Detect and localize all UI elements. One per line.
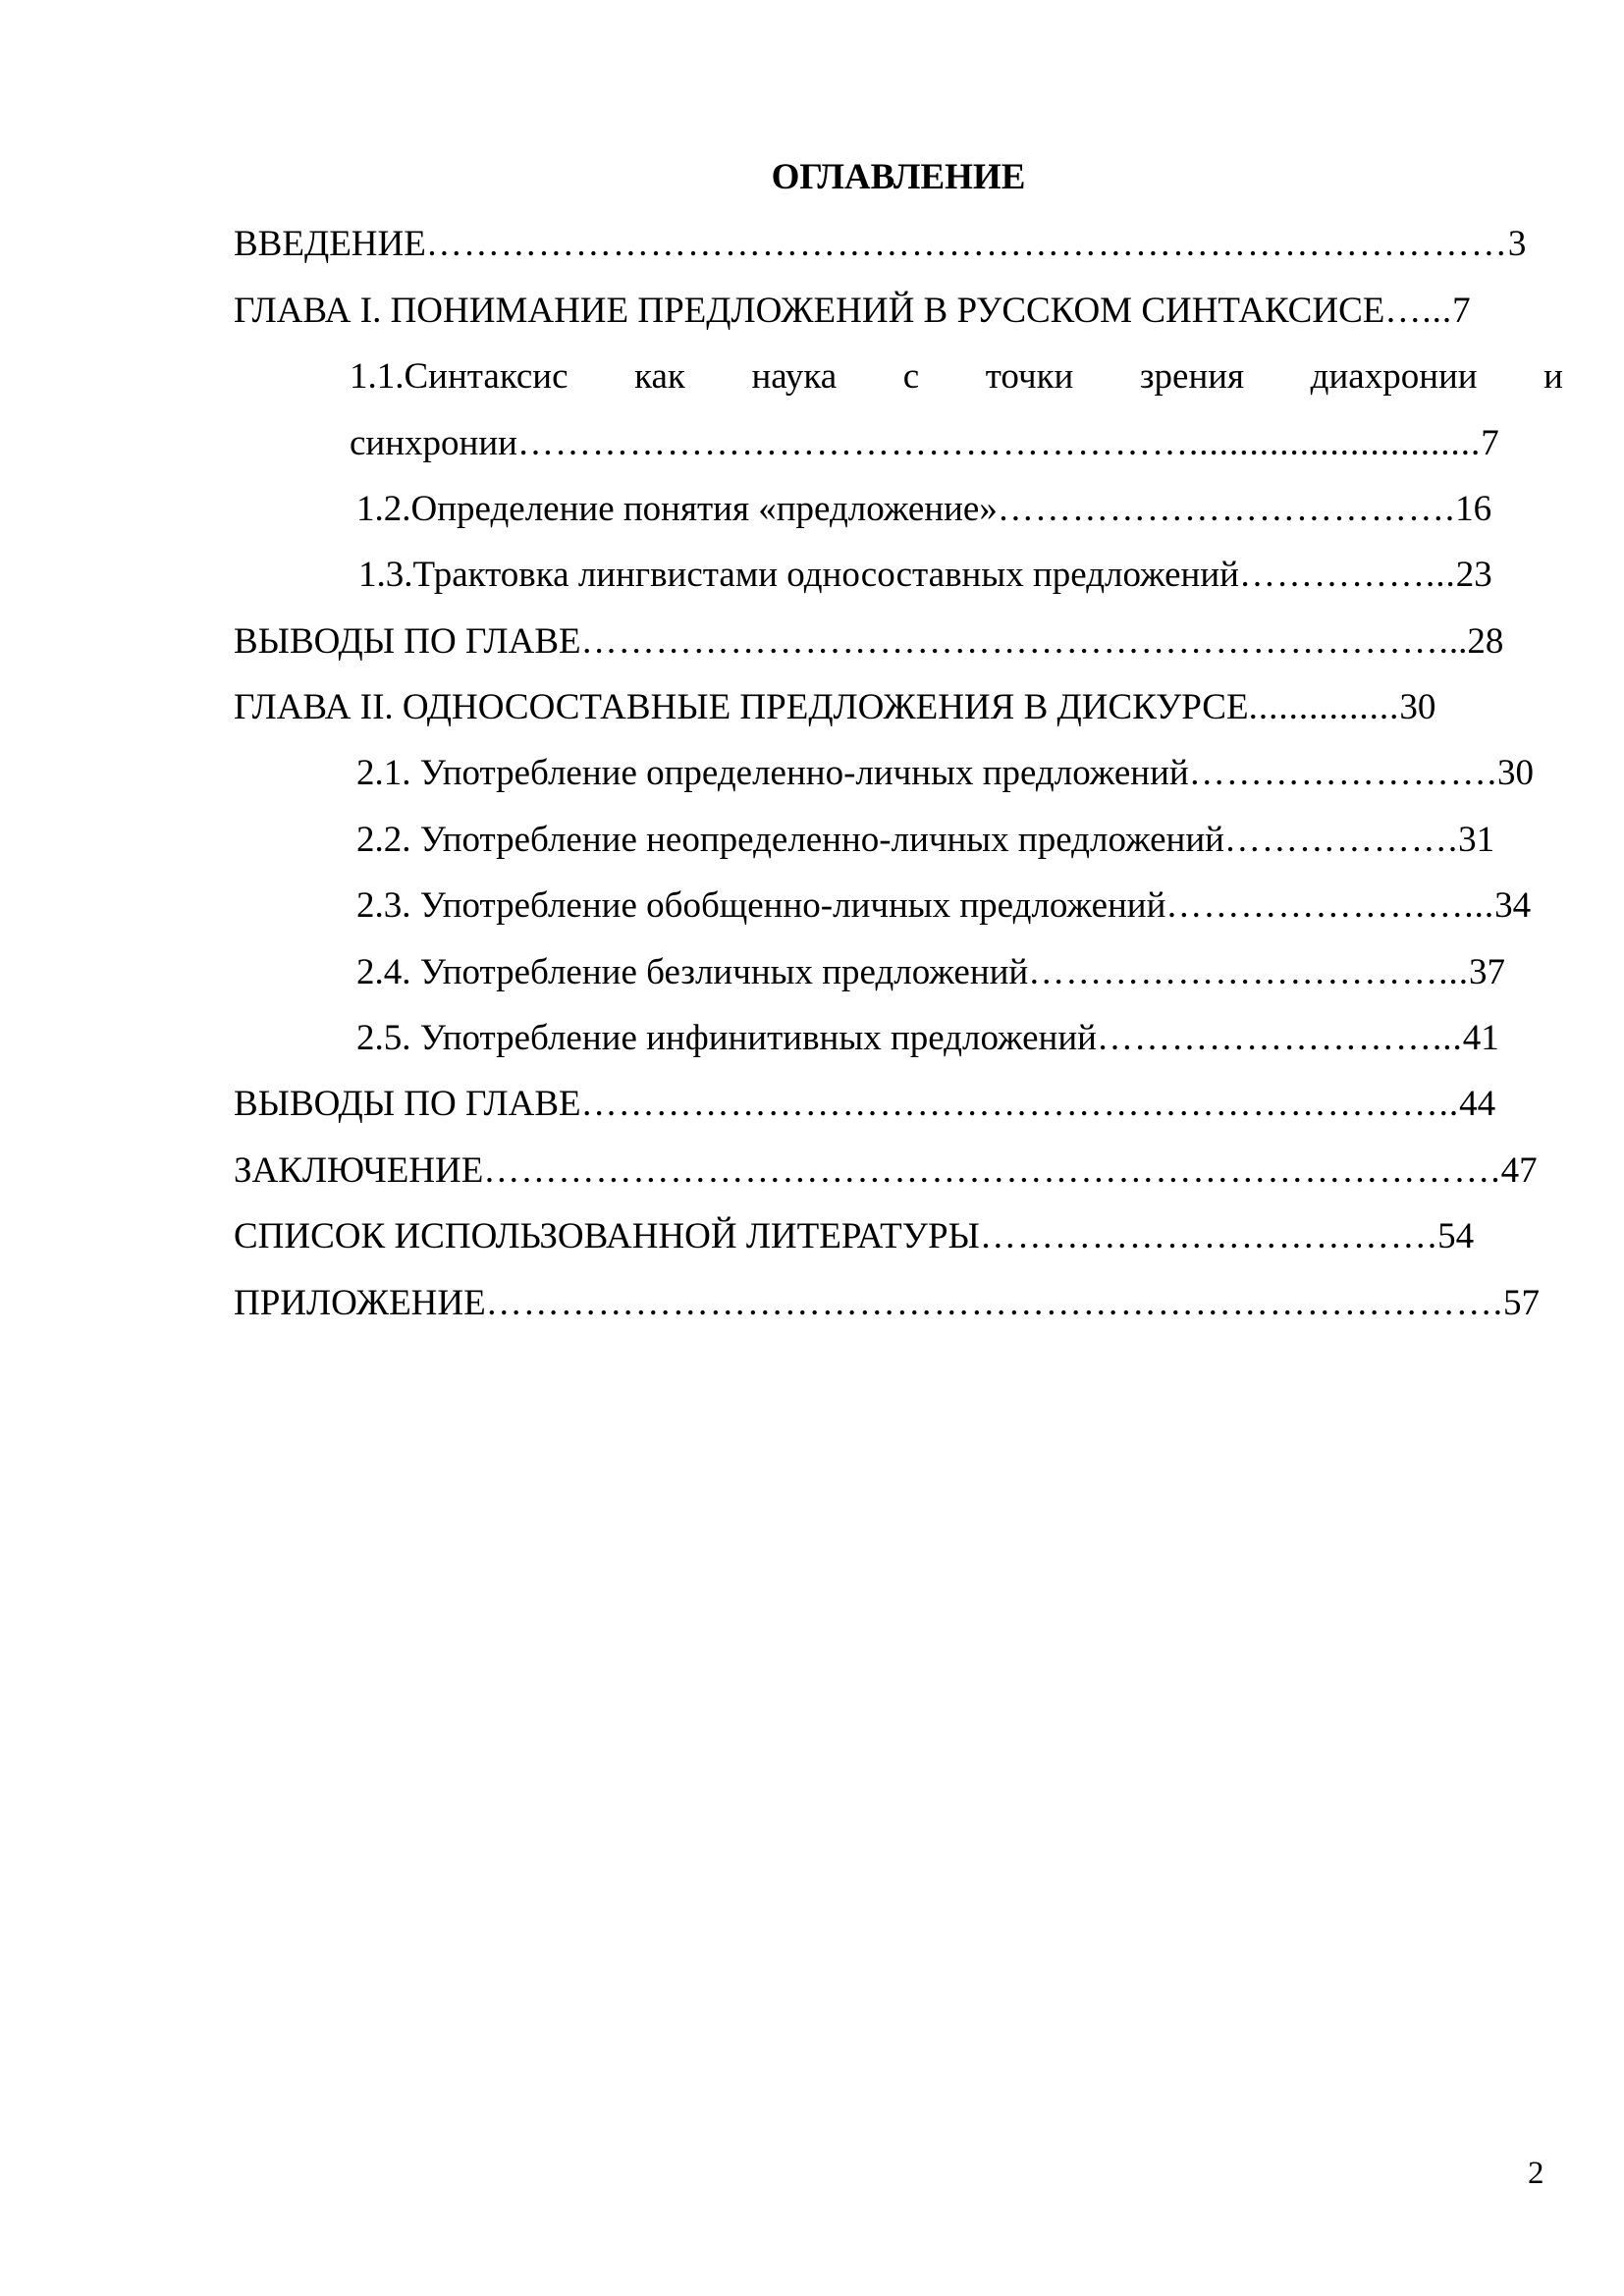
- toc-entry-word: зрения: [1139, 356, 1245, 397]
- toc-entry-page: 30: [1496, 753, 1534, 793]
- toc-entry-section-2-3[interactable]: [356, 883, 1566, 929]
- toc-entry-leader: ……………….: [1223, 820, 1459, 860]
- toc-entry-leader: ……………………...: [1165, 885, 1495, 926]
- toc-entry-section-2-2[interactable]: [356, 818, 1566, 863]
- toc-entry-leader: ……………………………………………………………………….: [483, 1150, 1501, 1191]
- toc-entry-page: 7: [1452, 291, 1471, 331]
- toc-entry-page: 30: [1399, 687, 1436, 727]
- toc-entry-conclusion[interactable]: [234, 1148, 1564, 1194]
- toc-title: ОГЛАВЛЕНИЕ: [771, 157, 1026, 197]
- toc-entry-word: точки: [985, 356, 1074, 397]
- toc-entry-label: ВЫВОДЫ ПО ГЛАВЕ: [234, 621, 581, 662]
- toc-entry-page: ..28: [1448, 621, 1504, 662]
- toc-entry-word: диахронии: [1310, 356, 1478, 397]
- toc-entry-page: 31: [1458, 820, 1495, 860]
- toc-entry-label: 1.2.Определение понятия «предложение»: [356, 489, 998, 529]
- toc-entry-word: и: [1543, 356, 1563, 397]
- toc-entry-section-1-1-line-2[interactable]: [350, 421, 1563, 466]
- toc-entry-page: 34: [1494, 885, 1532, 926]
- toc-entry-page: 7: [1481, 423, 1499, 463]
- toc-entry-label: 2.5. Употребление инфинитивных предложений: [356, 1018, 1097, 1058]
- toc-entry-leader: ……………………………...: [1028, 952, 1469, 992]
- toc-entry-bibliography[interactable]: [234, 1214, 1564, 1259]
- toc-entry-page: 44: [1459, 1084, 1496, 1124]
- toc-entry-page: 41: [1462, 1018, 1499, 1058]
- toc-entry-chapter-1[interactable]: [234, 289, 1564, 334]
- toc-entry-leader: ………………………...: [1096, 1018, 1463, 1058]
- toc-entry-section-2-1[interactable]: [356, 751, 1566, 796]
- toc-entry-label: ПРИЛОЖЕНИЕ: [234, 1283, 486, 1323]
- toc-entry-label: ВВЕДЕНИЕ: [234, 224, 426, 264]
- toc-entry-label: ВЫВОДЫ ПО ГЛАВЕ: [234, 1084, 581, 1124]
- toc-entry-label: синхронии: [350, 423, 517, 463]
- toc-entry-section-2-5[interactable]: [356, 1016, 1566, 1061]
- toc-entry-leader: ……………………………….: [979, 1216, 1438, 1256]
- toc-entry-leader: ...............: [1248, 687, 1400, 727]
- toc-entry-label: 2.3. Употребление обобщенно-личных предложений: [356, 885, 1166, 926]
- toc-entry-page: 23: [1455, 555, 1492, 595]
- toc-entry-page: 57: [1502, 1283, 1540, 1323]
- toc-title-wrapper: [0, 155, 1624, 200]
- toc-entry-leader: ……………………………………………………………………….: [485, 1283, 1503, 1323]
- toc-entry-label: 1.3.Трактовка лингвистами односоставных предложений: [358, 555, 1239, 595]
- toc-entry-section-1-1-line-1[interactable]: [350, 354, 1563, 400]
- toc-entry-label: ГЛАВА II. ОДНОСОСТАВНЫЕ ПРЕДЛОЖЕНИЯ В ДИСКУРСЕ: [234, 687, 1249, 727]
- toc-entry-page: 3: [1507, 224, 1527, 264]
- toc-entry-word: наука: [751, 356, 838, 397]
- toc-entry-label: СПИСОК ИСПОЛЬЗОВАННОЙ ЛИТЕРАТУРЫ: [234, 1216, 980, 1256]
- toc-entry-chapter-1-conclusions[interactable]: [234, 619, 1564, 665]
- toc-entry-page: 54: [1437, 1216, 1475, 1256]
- toc-entry-label: 2.2. Употребление неопределенно-личных предложений: [356, 820, 1224, 860]
- toc-entry-leader: ……………………………………………………………..: [580, 1084, 1460, 1124]
- toc-entry-chapter-2[interactable]: [234, 685, 1564, 730]
- toc-entry-section-1-3[interactable]: [358, 553, 1562, 598]
- toc-entry-leader: …...: [1384, 291, 1453, 331]
- toc-entry-leader: ……………………………………………….............................: [516, 423, 1482, 463]
- toc-entry-leader: ……………………………….: [997, 489, 1456, 529]
- toc-entry-word: 1.1.Синтаксис: [350, 356, 568, 397]
- toc-entry-leader: ……………...: [1238, 555, 1456, 595]
- toc-entry-introduction[interactable]: [234, 222, 1564, 267]
- toc-entry-word: с: [902, 356, 920, 397]
- toc-entry-page: 37: [1468, 952, 1505, 992]
- toc-entry-section-1-2[interactable]: [356, 487, 1560, 532]
- toc-entry-section-2-4[interactable]: [356, 950, 1566, 995]
- toc-entry-label: ЗАКЛЮЧЕНИЕ: [234, 1150, 484, 1191]
- toc-entry-label: 2.1. Употребление определенно-личных предложений: [356, 753, 1189, 793]
- toc-entry-word: как: [634, 356, 685, 397]
- toc-entry-label: ГЛАВА I. ПОНИМАНИЕ ПРЕДЛОЖЕНИЙ В РУССКОМ СИНТАКСИСЕ: [234, 291, 1385, 331]
- toc-entry-chapter-2-conclusions[interactable]: [234, 1082, 1564, 1127]
- toc-entry-appendix[interactable]: [234, 1281, 1564, 1326]
- toc-entry-label: 2.4. Употребление безличных предложений: [356, 952, 1029, 992]
- toc-entry-page: 16: [1455, 489, 1492, 529]
- toc-entry-leader: …………………….: [1188, 753, 1497, 793]
- page-number: 2: [1528, 2156, 1544, 2191]
- toc-entry-leader: …………………………………………………………….: [580, 621, 1449, 662]
- toc-entry-page: 47: [1500, 1150, 1538, 1191]
- toc-entry-leader: ……………………………………………………………………………: [425, 224, 1508, 264]
